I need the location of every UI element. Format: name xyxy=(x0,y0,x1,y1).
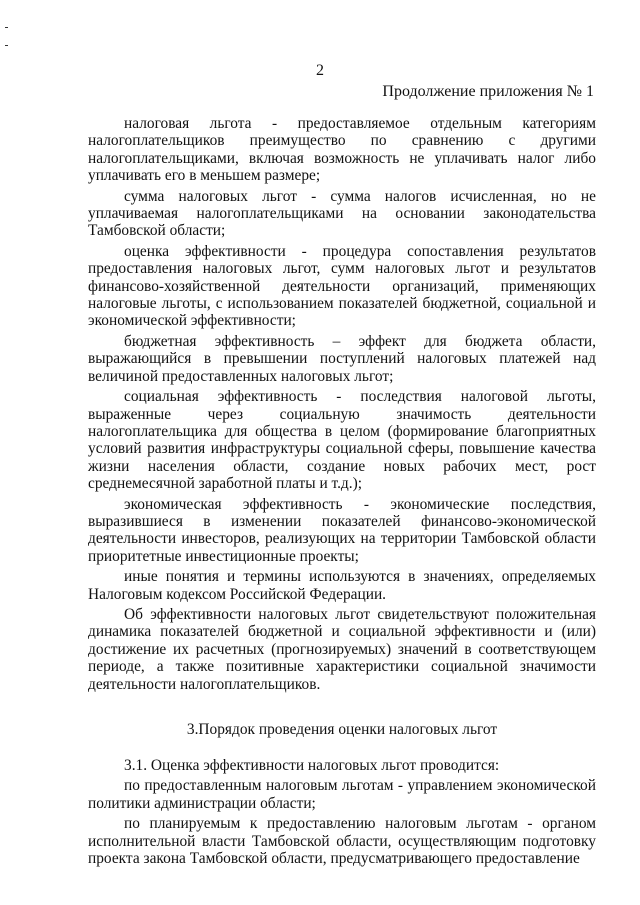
document-body xyxy=(88,115,596,870)
section-paragraph: 3.1. Оценка эффективности налоговых льгот проводится: xyxy=(124,757,500,774)
definition-tax-benefit-amount: сумма налоговых льгот - сумма налогов исчисленная, но не уплачиваемая налогоплательщиками на основании законодательства Тамбовской области; xyxy=(88,187,596,240)
definition-social-efficiency: социальная эффективность - последствия налоговой льготы, выраженные через социальную значимость деятельности налогоплательщика для общества в целом (формирование благоприятных условий развития инфраструктуры социальной сферы, повышение качества жизни населения области, создание новых рабочих мест, рост среднемесячной заработной платы и т.д.); xyxy=(88,388,596,493)
definition-tax-benefit: налоговая льгота - предоставляемое отдельным категориям налогоплательщиков преимущество по сравнению с другими налогоплательщиками, включая возможность не уплачивать налог либо уплачивать его в меньшем размере; xyxy=(88,115,596,185)
scan-mark xyxy=(5,45,8,46)
definition-other-terms: иные понятия и термины используются в значениях, определяемых Налоговым кодексом Российской Федерации. xyxy=(88,568,596,603)
page-number: 2 xyxy=(316,62,324,79)
definition-economic-efficiency: экономическая эффективность - экономические последствия, выразившиеся в изменении показателей финансово-экономической деятельности инвесторов, реализующих на территории Тамбовской области приоритетные инвестиционные проекты; xyxy=(88,495,596,565)
definition-efficiency-assessment: оценка эффективности - процедура сопоставления результатов предоставления налоговых льгот, сумм налоговых льгот и результатов финансово-хозяйственной деятельности организаций, применяющих налоговые льготы, с использованием показателей бюджетной, социальной и экономической эффективности; xyxy=(88,242,596,330)
section-paragraph: по планируемым к предоставлению налоговым льготам - органом исполнительной власти Тамбовской области, осуществляющим подготовку проекта закона Тамбовской области, предусматривающего предоставление xyxy=(88,815,596,868)
scan-mark xyxy=(5,27,8,28)
appendix-header: Продолжение приложения № 1 xyxy=(382,83,594,100)
definition-budget-efficiency: бюджетная эффективность – эффект для бюджета области, выражающийся в превышении поступлений налоговых платежей над величиной предоставленных налоговых льгот; xyxy=(88,332,596,385)
efficiency-evidence-paragraph: Об эффективности налоговых льгот свидетельствуют положительная динамика показателей бюджетной и социальной эффективности и (или) достижение их расчетных (прогнозируемых) значений в соответствующем периоде, а также позитивные характеристики социальной значимости деятельности налогоплательщиков. xyxy=(88,605,596,693)
section-paragraph: по предоставленным налоговым льготам - управлением экономической политики администрации области; xyxy=(88,777,596,812)
section-heading: 3.Порядок проведения оценки налоговых льгот xyxy=(186,721,498,738)
